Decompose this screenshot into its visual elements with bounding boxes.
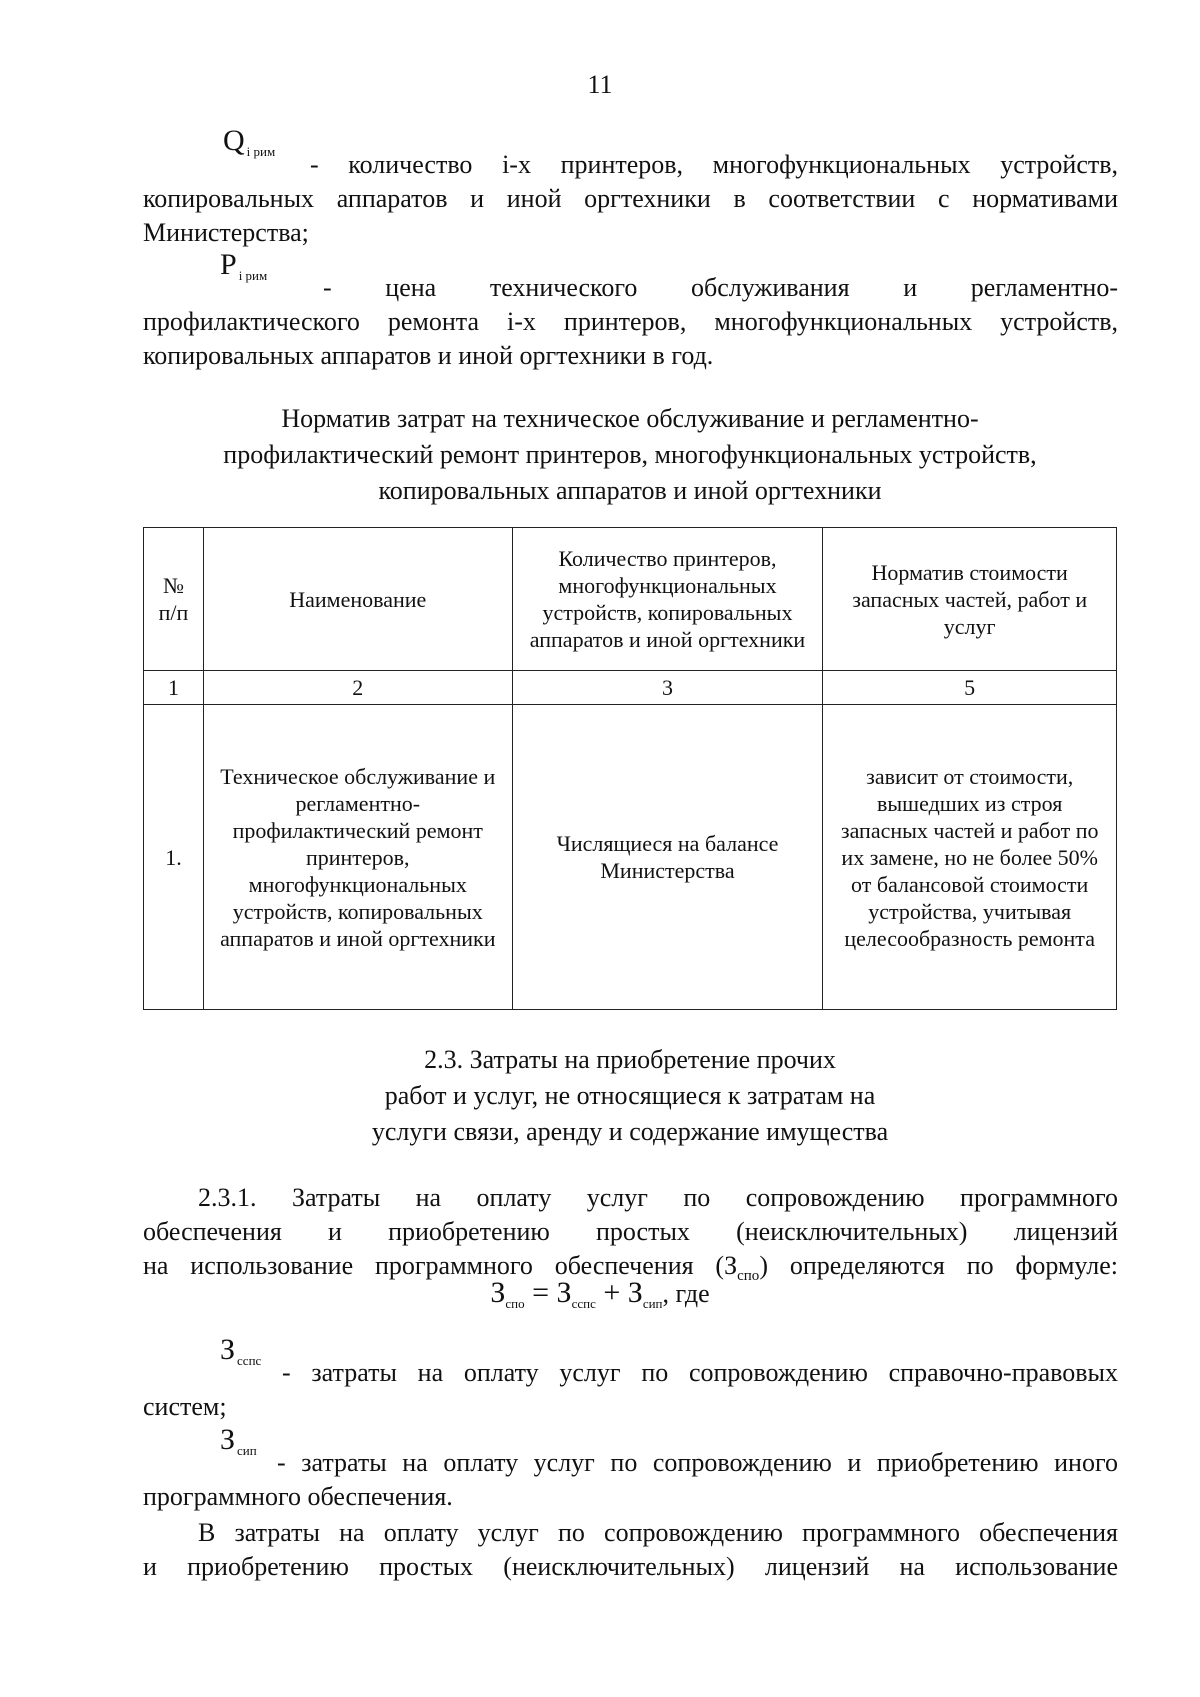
formula-suffix: , где	[662, 1279, 710, 1308]
sip-def-line-2: программного обеспечения.	[143, 1482, 453, 1511]
row-number: 1.	[144, 705, 204, 1010]
sip-symbol	[220, 1423, 257, 1457]
column-index: 1	[144, 671, 204, 705]
paragraph-231-line-3-end: ) определяются по формуле:	[759, 1251, 1118, 1280]
header-name: Наименование	[203, 528, 512, 671]
header-number: № п/п	[144, 528, 204, 671]
norms-table	[143, 527, 1117, 1010]
sspc-def-line-1: - затраты на оплату услуг по сопровождению справочно-правовых	[282, 1358, 1118, 1387]
sip-symbol-subscript: сип	[237, 1443, 257, 1458]
paragraph-231-line-2: обеспечения и приобретению простых (неисключительных) лицензий	[143, 1217, 1118, 1246]
sip-def-line-1: - затраты на оплату услуг по сопровождению и приобретению иного	[277, 1448, 1118, 1477]
q-def-line-1: - количество i-х принтеров, многофункциональных устройств,	[310, 150, 1118, 179]
paragraph-231-line-1: 2.3.1. Затраты на оплату услуг по сопровождению программного	[198, 1183, 1118, 1212]
sip-symbol-letter: З	[220, 1423, 236, 1456]
formula-lhs-symbol: З	[490, 1276, 506, 1309]
q-def-line-2: копировальных аппаратов и иной оргтехники в соответствии с нормативами	[143, 184, 1118, 213]
header-norm: Норматив стоимости запасных частей, работ и услуг	[823, 528, 1117, 671]
paragraph-231-line-3-start: на использование программного обеспечения (З	[143, 1251, 738, 1280]
q-def-line-3: Министерства;	[143, 218, 309, 247]
header-quantity: Количество принтеров, многофункциональных устройств, копировальных аппаратов и иной оргтехники	[512, 528, 823, 671]
p-symbol-letter: P	[220, 248, 237, 281]
column-index: 3	[512, 671, 823, 705]
formula-term2-subscript: сип	[642, 1296, 663, 1311]
page-number: 11	[587, 70, 613, 99]
p-symbol-subscript: i рим	[238, 268, 268, 283]
sspc-def-line-2: систем;	[143, 1392, 227, 1421]
final-paragraph-line-2: и приобретению простых (неисключительных) лицензий на использование	[143, 1552, 1118, 1581]
p-def-line-3: копировальных аппаратов и иной оргтехники в год.	[143, 341, 714, 370]
formula-term1-symbol: З	[556, 1276, 572, 1309]
row-norm: зависит от стоимости, вышедших из строя запасных частей и работ по их замене, но не более 50% от балансовой стоимости устройства, учитывая целесообразность ремонта	[823, 705, 1117, 1010]
formula-plus: +	[603, 1276, 621, 1309]
q-symbol	[223, 124, 275, 158]
section-heading-line-2: работ и услуг, не относящиеся к затратам на	[384, 1081, 876, 1110]
formula-lhs-subscript: спо	[505, 1296, 525, 1311]
table-title-line-3: копировальных аппаратов и иной оргтехники	[378, 476, 882, 505]
column-index: 2	[203, 671, 512, 705]
q-symbol-letter: Q	[223, 124, 245, 157]
section-heading-line-1: 2.3. Затраты на приобретение прочих	[424, 1045, 836, 1074]
formula	[0, 1276, 1200, 1310]
paragraph-231-subscript: спо	[737, 1268, 760, 1285]
sspc-symbol-subscript: сспс	[237, 1353, 262, 1368]
row-name: Техническое обслуживание и регламентно-профилактический ремонт принтеров, многофункциональных устройств, копировальных аппаратов и иной оргтехники	[203, 705, 512, 1010]
p-symbol	[220, 248, 267, 282]
final-paragraph-line-1: В затраты на оплату услуг по сопровождению программного обеспечения	[198, 1518, 1118, 1547]
sspc-symbol-letter: З	[220, 1333, 236, 1366]
formula-term2-symbol: З	[627, 1276, 643, 1309]
table-index-row	[144, 671, 1117, 705]
p-def-line-2: профилактического ремонта i-х принтеров, многофункциональных устройств,	[143, 307, 1118, 336]
formula-equals: =	[532, 1276, 550, 1309]
table-header-row	[144, 528, 1117, 671]
sspc-symbol	[220, 1333, 261, 1367]
p-def-line-1: - цена технического обслуживания и регламентно-	[323, 273, 1118, 302]
q-symbol-subscript: i рим	[246, 144, 276, 159]
table-title-line-1: Норматив затрат на техническое обслуживание и регламентно-	[281, 404, 979, 433]
formula-term1-subscript: сспс	[571, 1296, 596, 1311]
table-row	[144, 705, 1117, 1010]
section-heading-line-3: услуги связи, аренду и содержание имущества	[371, 1117, 889, 1146]
column-index: 5	[823, 671, 1117, 705]
table-title-line-2: профилактический ремонт принтеров, многофункциональных устройств,	[223, 440, 1037, 469]
row-quantity: Числящиеся на балансе Министерства	[512, 705, 823, 1010]
